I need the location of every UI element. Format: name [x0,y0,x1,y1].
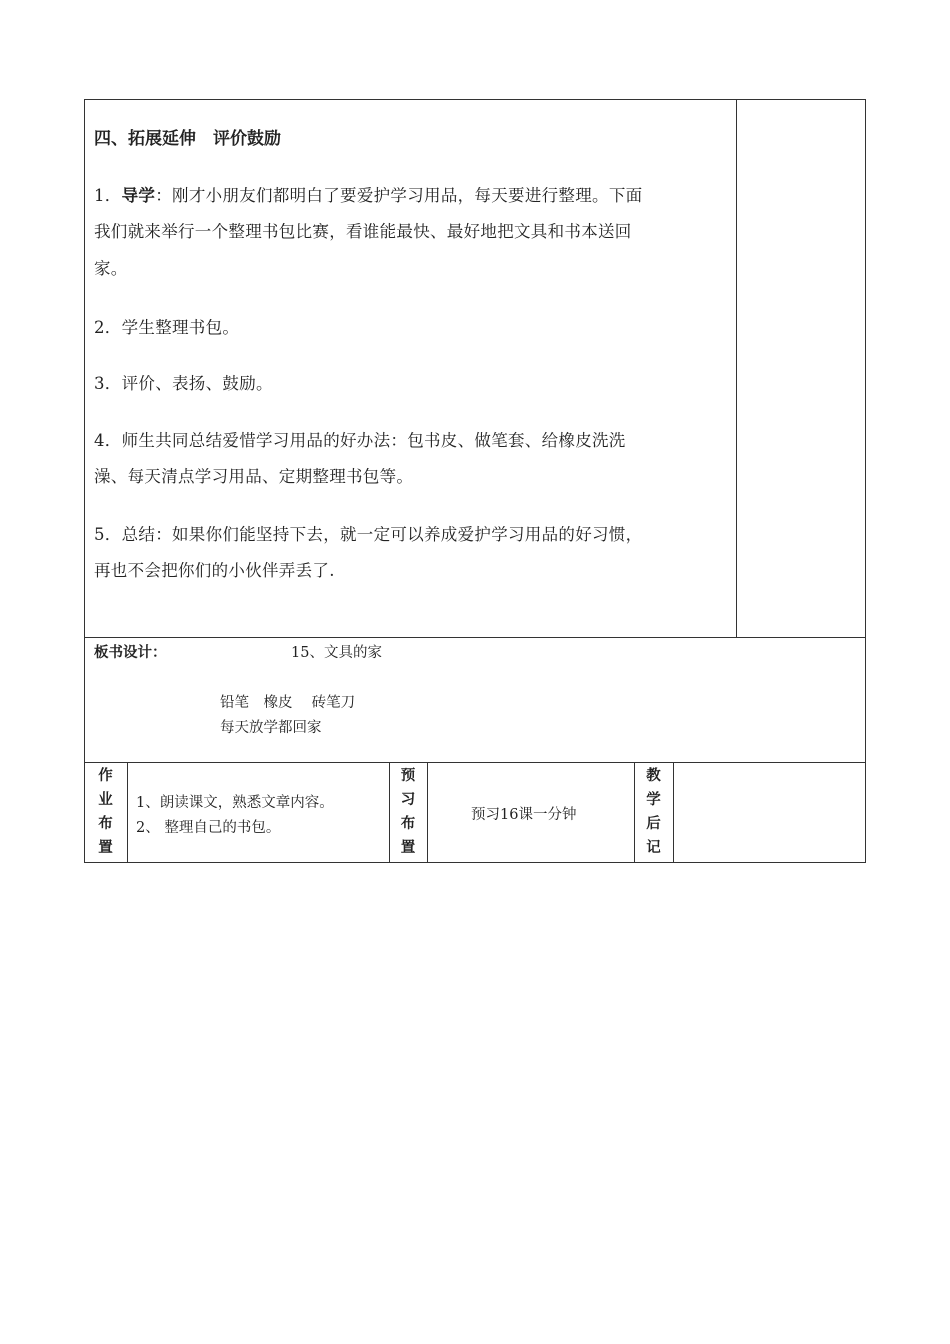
blackboard-line-2: 每天放学都回家 [220,720,322,736]
item-1-line-2: 我们就来举行一个整理书包比赛，看谁能最快、最好地把文具和书本送回 [94,222,632,241]
footer-divider-3 [427,762,428,863]
homework-label: 作 业 布 置 [98,768,113,856]
item-3-number: 3． [94,374,122,393]
table-divider-blackboard [84,637,866,638]
item-4-number: 4． [94,431,122,450]
table-border-left [84,99,85,863]
item-5-line-1 [94,521,642,545]
item-4-text: 师生共同总结爱惜学习用品的好办法：包书皮、做笔套、给橡皮洗洗 [121,431,626,450]
homework-item-2: 2、 整理自己的书包。 [136,820,281,836]
item-2-text: 学生整理书包。 [121,318,240,337]
item-3 [94,370,273,394]
item-1-number: 1． [94,186,122,205]
item-1-line-3: 家。 [94,259,128,278]
table-border-bottom [84,862,866,863]
homework-item-1: 1、朗读课文，熟悉文章内容。 [136,795,334,811]
item-4-line-2: 澡、每天清点学习用品、定期整理书包等。 [94,467,414,486]
item-1-lead: 导学 [121,186,156,205]
item-2-number: 2． [94,318,122,337]
afterthought-label: 教 学 后 记 [646,768,661,856]
item-1-text: ：刚才小朋友们都明白了要爱护学习用品，每天要进行整理。下面 [155,186,643,205]
section-heading: 四、拓展延伸 评价鼓励 [94,129,281,149]
afterthought-content[interactable] [674,763,865,862]
preview-text: 预习16课一分钟 [471,807,577,823]
blackboard-label: 板书设计： [94,645,167,661]
footer-divider-1 [127,762,128,863]
item-4-line-1 [94,427,626,451]
item-2 [94,314,239,338]
table-divider-side-column [736,99,737,638]
table-border-top [84,99,866,100]
table-border-right [865,99,866,863]
item-1-line-1 [94,182,642,206]
item-3-text: 评价、表扬、鼓励。 [121,374,273,393]
blackboard-line-1: 铅笔 橡皮 砖笔刀 [220,695,356,711]
item-5-number: 5． [94,525,122,544]
blackboard-title: 15、文具的家 [291,645,382,661]
preview-label: 预 习 布 置 [400,768,416,856]
item-5-text: 总结：如果你们能坚持下去，就一定可以养成爱护学习用品的好习惯， [121,525,643,544]
item-5-line-2: 再也不会把你们的小伙伴弄丢了. [94,561,335,580]
